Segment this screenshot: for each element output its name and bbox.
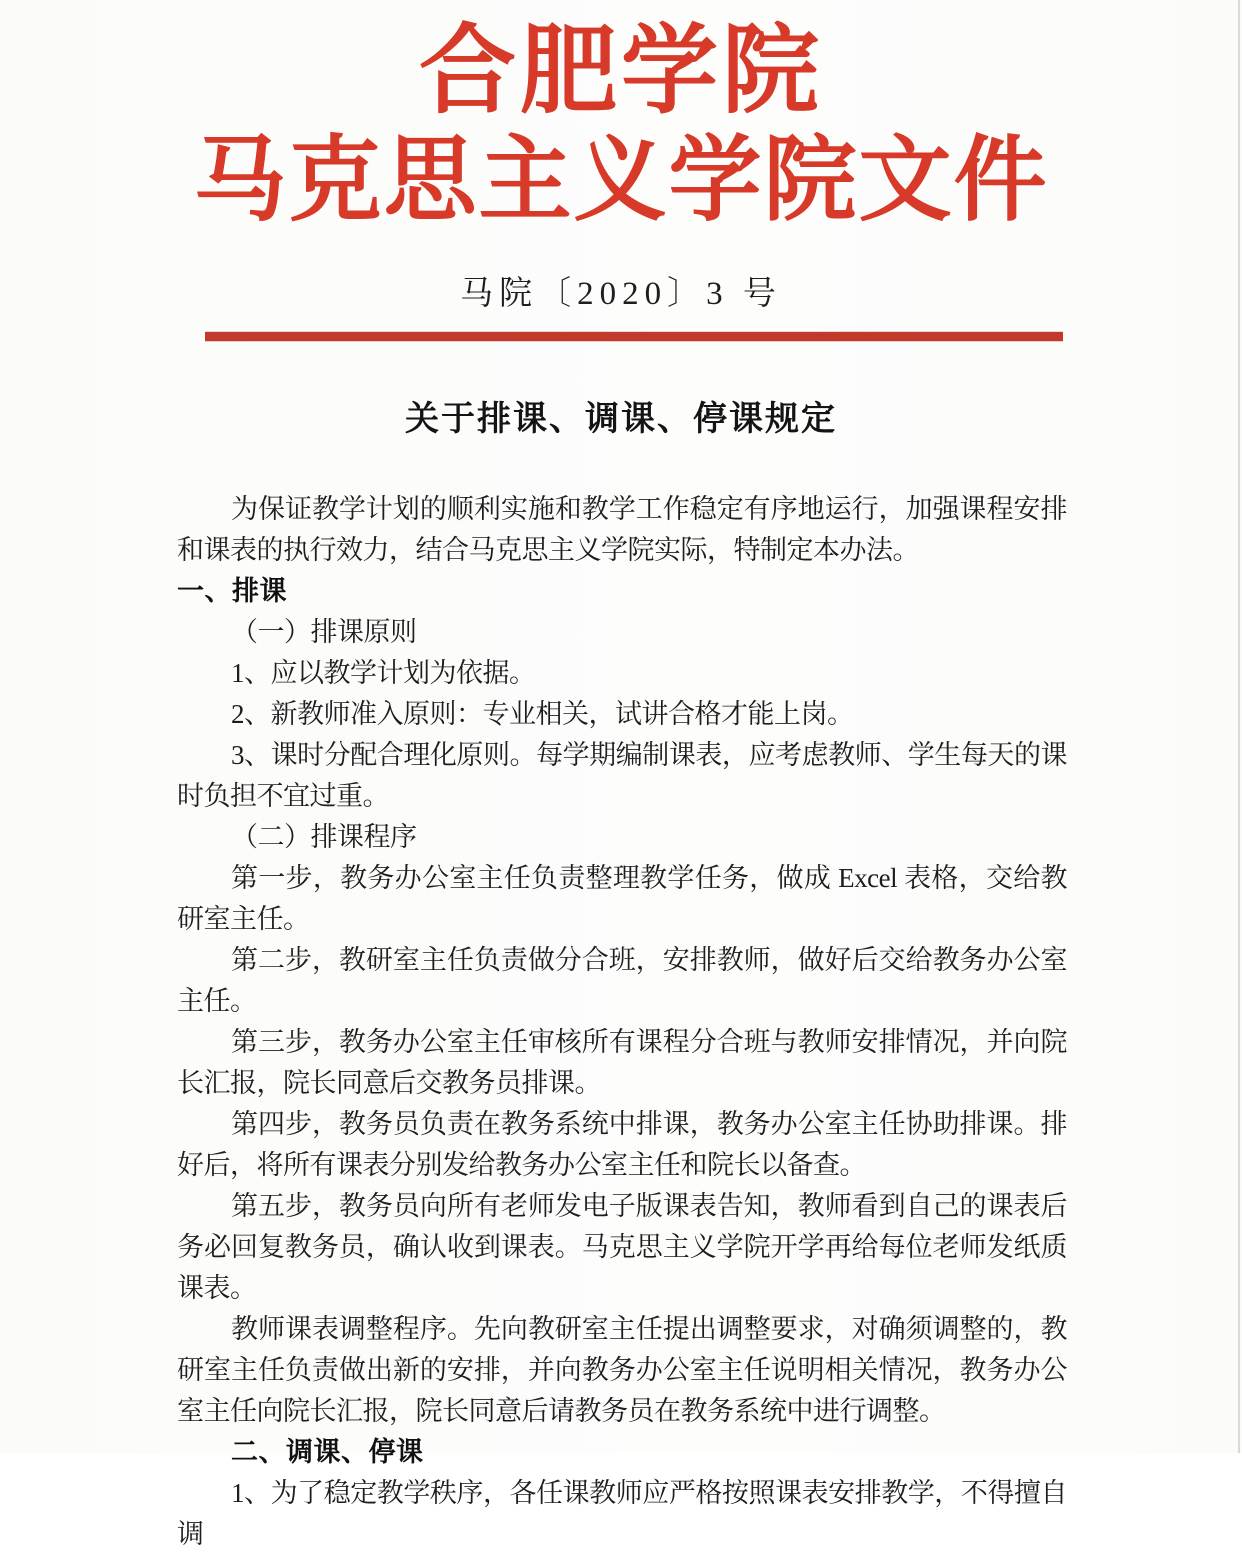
section-1-2-subheading: （二）排课程序 <box>231 822 417 852</box>
procedure-step-3: 第三步，教务办公室主任审核所有课程分合班与教师安排情况，并向院长汇报，院长同意后交教务员排课。 <box>177 1027 1067 1098</box>
intro-paragraph: 为保证教学计划的顺利实施和教学工作稳定有序地运行，加强课程安排和课表的执行效力，结合马克思主义学院实际，特制定本办法。 <box>177 494 1067 565</box>
scan-edge-artifact <box>1238 0 1240 1453</box>
procedure-step-4: 第四步，教务员负责在教务系统中排课，教务办公室主任协助排课。排好后，将所有课表分别发给教务办公室主任和院长以备查。 <box>177 1109 1067 1180</box>
timetable-adjustment-paragraph: 教师课表调整程序。先向教研室主任提出调整要求，对确须调整的，教研室主任负责做出新的安排，并向教务办公室主任说明相关情况，教务办公室主任向院长汇报，院长同意后请教务员在教务系统中进行调整。 <box>177 1314 1067 1426</box>
letterhead <box>0 0 1242 232</box>
principle-item-3: 3、课时分配合理化原则。每学期编制课表，应考虑教师、学生每天的课时负担不宜过重。 <box>177 740 1067 811</box>
section-1-1-subheading: （一）排课原则 <box>231 617 417 647</box>
principle-item-2: 2、新教师准入原则：专业相关，试讲合格才能上岗。 <box>231 699 854 729</box>
letterhead-org-line-2: 马克思主义学院文件 <box>193 130 1049 233</box>
document-title: 关于排课、调课、停课规定 <box>405 400 837 438</box>
section-1-heading: 一、排课 <box>177 576 287 606</box>
procedure-step-1: 第一步，教务办公室主任负责整理教学任务，做成 Excel 表格，交给教研室主任。 <box>177 863 1067 934</box>
section-2-item-1: 1、为了稳定教学秩序，各任课教师应严格按照课表安排教学，不得擅自调 <box>177 1478 1067 1549</box>
document-number: 马院〔2020〕3 号 <box>460 276 782 312</box>
letterhead-org-line-1: 合肥学院 <box>419 18 823 125</box>
section-2-heading: 二、调课、停课 <box>231 1437 424 1467</box>
procedure-step-2: 第二步，教研室主任负责做分合班，安排教师，做好后交给教务办公室主任。 <box>177 945 1067 1016</box>
letterhead-red-rule <box>205 332 1063 341</box>
principle-item-1: 1、应以教学计划为依据。 <box>231 658 536 688</box>
document-body <box>177 489 1067 1555</box>
procedure-step-5: 第五步，教务员向所有老师发电子版课表告知，教师看到自己的课表后务必回复教务员，确认收到课表。马克思主义学院开学再给每位老师发纸质课表。 <box>177 1191 1067 1303</box>
